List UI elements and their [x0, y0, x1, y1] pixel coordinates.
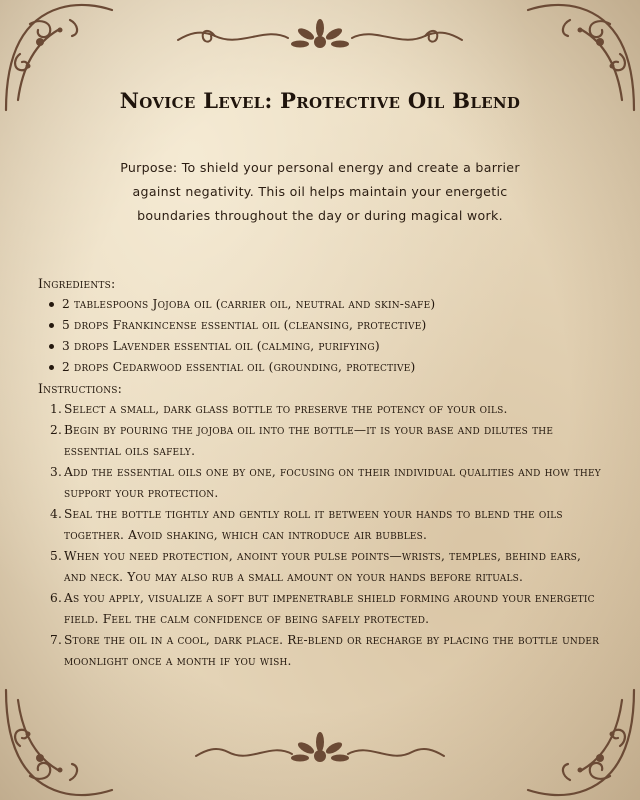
instruction-step: [38, 462, 606, 504]
step-number: 7.: [50, 633, 63, 647]
instruction-step: [38, 399, 606, 420]
step-text: Select a small, dark glass bottle to preserve the potency of your oils.: [64, 402, 508, 416]
step-text: Store the oil in a cool, dark place. Re-blend or recharge by placing the bottle under moonlight once a month if you wish.: [64, 633, 600, 668]
bottom-flourish-ornament: [190, 724, 450, 774]
page-title: Novice Level: Protective Oil Blend: [119, 88, 521, 113]
recipe-content: [38, 273, 606, 672]
bottom-right-corner-ornament: [520, 680, 640, 800]
instructions-heading: Instructions:: [38, 381, 123, 396]
bottom-left-corner-ornament: [0, 680, 120, 800]
instruction-step: [38, 420, 606, 462]
ingredients-list: [38, 294, 606, 378]
instruction-step: [38, 630, 606, 672]
step-text: Add the essential oils one by one, focusing on their individual qualities and how they support your protection.: [64, 465, 601, 500]
step-number: 5.: [50, 549, 63, 563]
instruction-step: [38, 546, 606, 588]
step-text: Seal the bottle tightly and gently roll it between your hands to blend the oils together. Avoid shaking, which can introduce air bubbles.: [64, 507, 563, 542]
ingredient-item: 2 tablespoons Jojoba oil (carrier oil, neutral and skin-safe): [38, 294, 606, 315]
step-number: 6.: [50, 591, 63, 605]
step-text: As you apply, visualize a soft but impenetrable shield forming around your energetic field. Feel the calm confidence of being safely protected.: [64, 591, 595, 626]
step-text: Begin by pouring the jojoba oil into the bottle—it is your base and dilutes the essential oils safely.: [64, 423, 554, 458]
top-flourish-ornament: [170, 14, 470, 60]
step-number: 2.: [50, 423, 63, 437]
step-text: When you need protection, anoint your pulse points—wrists, temples, behind ears, and neck. You may also rub a small amount on your hands before rituals.: [64, 549, 582, 584]
purpose-paragraph: Purpose: To shield your personal energy and create a barrier against negativity. This oil helps maintain your energetic boundaries throughout the day or during magical work.: [120, 160, 520, 223]
ingredients-heading: Ingredients:: [38, 276, 116, 291]
instruction-step: [38, 588, 606, 630]
instruction-step: [38, 504, 606, 546]
step-number: 3.: [50, 465, 63, 479]
ingredient-item: 3 drops Lavender essential oil (calming, purifying): [38, 336, 606, 357]
instructions-list: [38, 399, 606, 672]
step-number: 4.: [50, 507, 63, 521]
ingredient-item: 5 drops Frankincense essential oil (cleansing, protective): [38, 315, 606, 336]
ingredient-item: 2 drops Cedarwood essential oil (grounding, protective): [38, 357, 606, 378]
step-number: 1.: [50, 402, 63, 416]
